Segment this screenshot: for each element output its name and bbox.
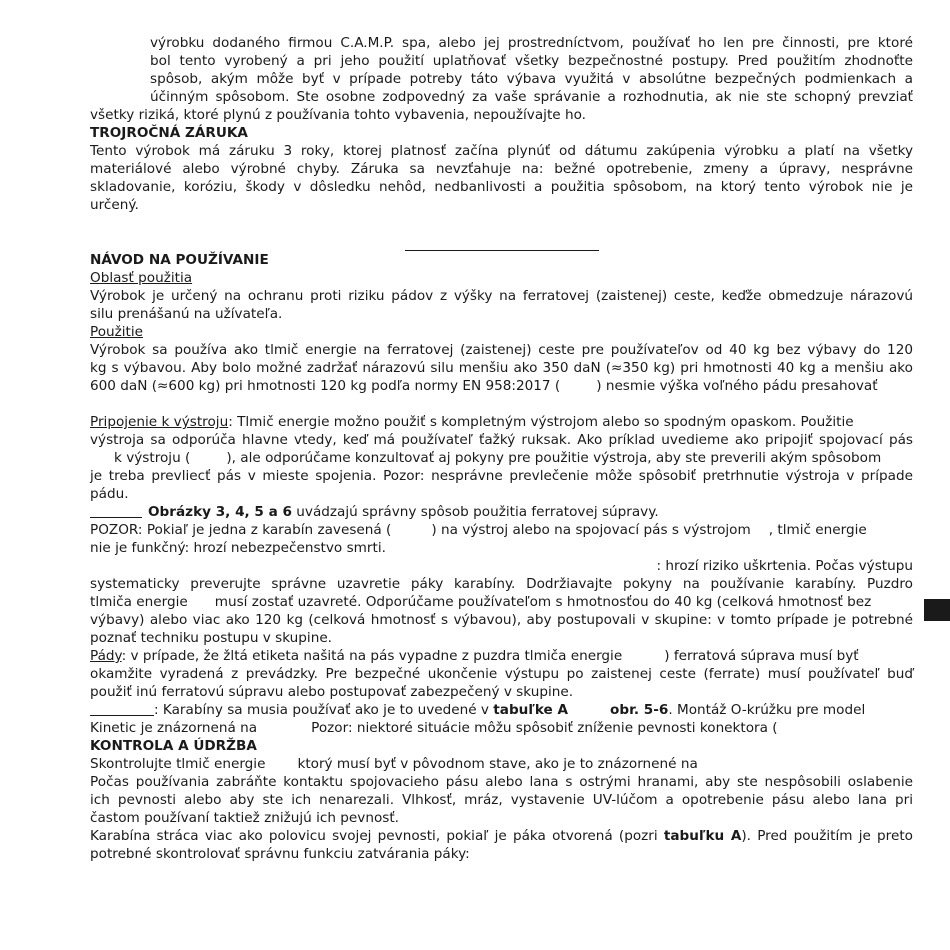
- falls-line-2: okamžite vyradená z prevádzky. Pre bezpečné ukončenie výstupu po zaistenej ceste (ferrate) musí používateľ buď: [90, 666, 913, 682]
- falls-line-1-start: : v prípade, že žltá etiketa našitá na pás vypadne z puzdra tlmiča energie: [121, 648, 623, 664]
- attach-line-3: [114, 449, 937, 467]
- scope-line-2: silu prenášanú na užívateľa.: [90, 306, 283, 322]
- maintenance-line-5-end: ). Pred použitím je preto: [741, 828, 913, 844]
- intro-line-4: účinným spôsobom. Ste osobne zodpovedný za vaše správanie a rozhodnutia, ak nie ste schopný prevziať: [150, 89, 913, 105]
- attach-line-2: výstroja sa odporúča hlavne vtedy, keď má používateľ ťažký ruksak. Ako príklad uvedieme ako pripojiť spojovací pás: [90, 432, 913, 448]
- warranty-line-3: skladovanie, koróziu, škody v dôsledku nehôd, nedbanlivosti a použitia spôsobom, na ktorý tento výrobok nie je: [90, 179, 913, 195]
- warranty-line-1: Tento výrobok má záruku 3 roky, ktorej platnosť začína plynúť od dátumu zakúpenia výrobku a platí na všetky: [90, 143, 913, 159]
- use-line-3-end: ) nesmie výška voľného pádu presahovať: [596, 378, 878, 394]
- falls-line-3: použiť inú ferratovú súpravu alebo postupovať zabezpečený v skupine.: [90, 684, 574, 700]
- attach-line-3-end: ), ale odporúčame konzultovať aj pokyny pre použitie výstroja, aby ste preverili akým spôsobom: [226, 450, 882, 466]
- scope-title: Oblasť použitia: [90, 270, 193, 286]
- figures-line: [90, 503, 913, 521]
- pozor-start: POZOR: Pokiaľ je jedna z karabín zavesená (: [90, 522, 392, 538]
- falls-line-1-end: ) ferratová súprava musí byť: [664, 648, 859, 664]
- maintenance-line-5-start: Karabína stráca viac ako polovicu svojej pevnosti, pokiaľ je páka otvorená (pozri: [90, 828, 664, 844]
- strangulation-line: : hrozí riziko uškrtenia. Počas výstupu: [656, 558, 913, 574]
- attach-line-3-start: k výstroju (: [114, 450, 191, 466]
- maintenance-line-1-end: ktorý musí byť v pôvodnom stave, ako je to znázornené na: [297, 756, 698, 772]
- warranty-line-4: určený.: [90, 197, 139, 213]
- figures-bold: Obrázky 3, 4, 5 a 6: [148, 504, 292, 520]
- system-line-2-end: musí zostať uzavreté. Odporúčame používateľom s hmotnosťou do 40 kg (celková hmotnosť bez: [214, 594, 872, 610]
- maintenance-line-4: častom používaní taktiež znižujú ich pevnosť.: [90, 810, 399, 826]
- figures-rest: uvádzajú správny spôsob použitia ferratovej súpravy.: [291, 504, 659, 520]
- use-line-1: Výrobok sa používa ako tlmič energie na ferratovej (zaistenej) ceste pre používateľov od 40 kg bez výbavy do 120: [90, 342, 913, 358]
- falls-title: Pády: [90, 648, 122, 664]
- kinetic-end: Pozor: niektoré situácie môžu spôsobiť zníženie pevnosti konektora (: [311, 720, 778, 736]
- pozor-line-2: nie je funkčný: hrozí nebezpečenstvo smrti.: [90, 540, 386, 556]
- carabiner-end: . Montáž O-krúžku pre model: [668, 702, 866, 718]
- pozor-end: , tlmič energie: [768, 522, 867, 538]
- use-title: Použitie: [90, 324, 144, 340]
- use-line-3-start: 600 daN (≈600 kg) pri hmotnosti 120 kg podľa normy EN 958:2017 (: [90, 378, 561, 394]
- maintenance-line-1-start: Skontrolujte tlmič energie: [90, 756, 266, 772]
- attach-line-1-text: : Tlmič energie možno použiť s kompletným výstrojom alebo so spodným opaskom. Použitie: [228, 414, 854, 430]
- warranty-line-2: materiálové alebo výrobné chyby. Záruka sa nevzťahuje na: bežné opotrebenie, zmeny a úpravy, nesprávne: [90, 161, 913, 177]
- maintenance-line-6: potrebné skontrolovať správnu funkciu zatvárania páky:: [90, 846, 470, 862]
- intro-line-3: spôsob, akým môže byť v prípade potreby táto výbava využitá v absolútne bezpečných podmienkach a: [150, 71, 913, 87]
- system-line-2-start: tlmiča energie: [90, 594, 188, 610]
- intro-line-1: výrobku dodaného firmou C.A.M.P. spa, alebo jej prostredníctvom, používať ho len pre činnosti, pre ktoré: [150, 35, 913, 51]
- carabiner-line: [90, 701, 913, 719]
- pozor-line-1: [90, 521, 913, 539]
- falls-line-1: [90, 647, 913, 665]
- use-line-2: kg s výbavou. Aby bolo možné zadržať nárazovú silu menšiu ako 350 daN (≈350 kg) pri hmotnosti 40 kg a menšiu ako: [90, 360, 913, 376]
- maintenance-line-1: [90, 755, 913, 773]
- attach-title: Pripojenie k výstroju: [90, 414, 229, 430]
- pozor-middle: ) na výstroj alebo na spojovací pás s výstrojom: [431, 522, 751, 538]
- system-line-3: výbavy) alebo viac ako 120 kg (celková hmotnosť s výbavou), aby postupovali v skupine: v tomto prípade je potrebné: [90, 612, 913, 628]
- maintenance-line-3: ich pevnosti alebo aby ste ich nenarezali. Vlhkosť, mráz, vystavenie UV-lúčom a opotrebenie pásu alebo lana pri: [90, 792, 913, 808]
- attach-line-4: je treba prevliecť pás v mieste spojenia. Pozor: nesprávne prevlečenie môže spôsobiť pretrhnutie výstroja v prípade: [90, 468, 913, 484]
- carabiner-start: : Karabíny sa musia používať ako je to uvedené v: [154, 702, 494, 718]
- kinetic-line: [90, 719, 913, 737]
- intro-line-2: bol tento vyrobený a pri jeho použití uplatňovať všetky bezpečnostné postupy. Pred použitím zhodnoťte: [150, 53, 913, 69]
- attach-line-5: pádu.: [90, 486, 129, 502]
- carabiner-figure-ref: obr. 5-6: [610, 702, 669, 718]
- warranty-heading: TROJROČNÁ ZÁRUKA: [90, 125, 248, 141]
- use-line-3: [90, 377, 913, 395]
- system-line-1: systematicky preverujte správne uzavretie páky karabíny. Dodržiavajte pokyny na používanie karabíny. Puzdro: [90, 576, 913, 592]
- carabiner-table-ref: tabuľke A: [493, 702, 569, 718]
- intro-line-5: všetky riziká, ktoré plynú z používania tohto vybavenia, nepoužívajte ho.: [90, 107, 586, 123]
- language-tab-marker: [924, 599, 950, 621]
- kinetic-start: Kinetic je znázornená na: [90, 720, 258, 736]
- maintenance-heading: KONTROLA A ÚDRŽBA: [90, 738, 257, 754]
- system-line-4: poznať techniku postupu v skupine.: [90, 630, 333, 646]
- maintenance-line-2: Počas používania zabráňte kontaktu spojovacieho pásu alebo lana s ostrými hranami, aby ste nespôsobili oslabenie: [90, 774, 913, 790]
- attach-line-1: [90, 413, 913, 431]
- maintenance-table-ref: tabuľku A: [663, 828, 742, 844]
- carabiner-blank: [90, 702, 154, 716]
- figures-blank: [90, 504, 142, 518]
- system-line-2: [90, 593, 913, 611]
- maintenance-line-5: [90, 827, 913, 845]
- scope-line-1: Výrobok je určený na ochranu proti riziku pádov z výšky na ferratovej (zaistenej) ceste, keďže obmedzuje nárazovú: [90, 288, 913, 304]
- usage-heading: NÁVOD NA POUŽÍVANIE: [90, 252, 269, 268]
